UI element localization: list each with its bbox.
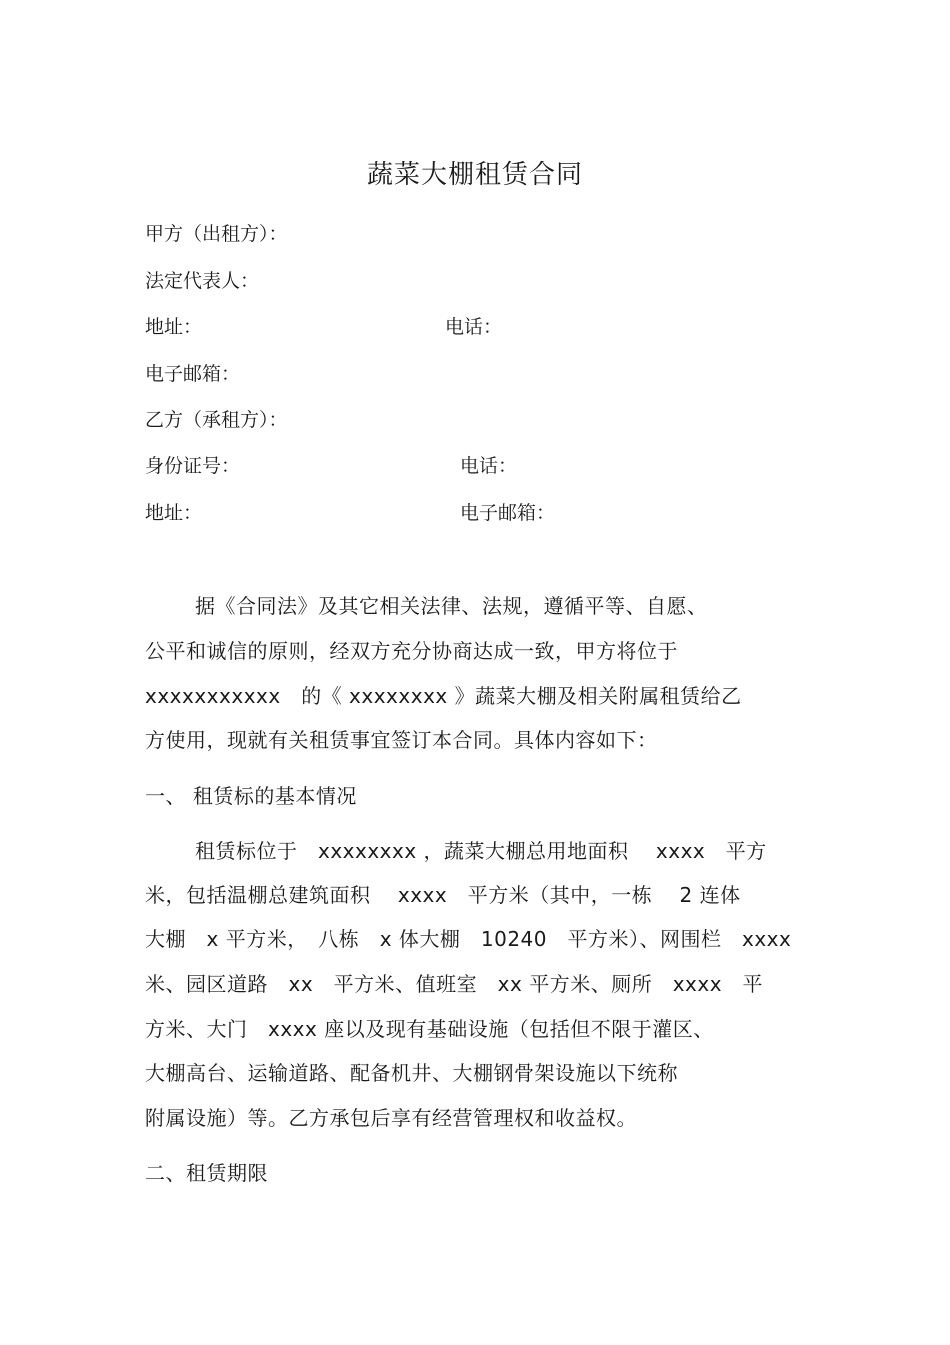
preamble-line: 方使用，现就有关租赁事宜签订本合同。具体内容如下： [145, 728, 658, 752]
preamble-line: 据《合同法》及其它相关法律、法规，遵循平等、自愿、 [195, 594, 708, 618]
party-b-address: 地址： [145, 502, 203, 524]
party-b-label: 乙方（承租方）： [145, 409, 288, 431]
section-1-line: 附属设施）等。乙方承包后享有经营管理权和收益权。 [145, 1106, 637, 1130]
preamble-line: xxxxxxxxxxx 的《 xxxxxxxx 》蔬菜大棚及相关附属租赁给乙 [145, 684, 742, 708]
section-2-heading: 二、租赁期限 [145, 1161, 268, 1185]
party-b-email: 电子邮箱： [460, 502, 556, 524]
section-1-line: 方米、大门 xxxx 座以及现有基础设施（包括但不限于灌区、 [145, 1017, 714, 1041]
party-a-representative: 法定代表人： [145, 270, 260, 292]
section-1-line: 米，包括温棚总建筑面积 xxxx 平方米（其中，一栋 2 连体 [145, 883, 741, 907]
document-title: 蔬菜大棚租赁合同 [366, 160, 583, 190]
section-1-line: 租赁标位于 xxxxxxxx ，蔬菜大棚总用地面积 xxxx 平方 [195, 839, 767, 863]
party-b-phone: 电话： [460, 455, 518, 477]
section-1-line: 大棚高台、运输道路、配备机井、大棚钢骨架设施以下统称 [145, 1061, 678, 1085]
party-a-phone: 电话： [445, 316, 503, 338]
party-a-address: 地址： [145, 316, 203, 338]
section-1-line: 米、园区道路 xx 平方米、值班室 xx 平方米、厕所 xxxx 平 [145, 972, 764, 996]
preamble-line: 公平和诚信的原则，经双方充分协商达成一致，甲方将位于 [145, 639, 678, 663]
party-a-label: 甲方（出租方）： [145, 223, 288, 245]
section-1-line: 大棚 x 平方米， 八栋 x 体大棚 10240 平方米）、网围栏 xxxx [145, 927, 792, 951]
party-b-id-number: 身份证号： [145, 455, 241, 477]
section-1-heading: 一、 租赁标的基本情况 [145, 784, 357, 808]
party-a-email: 电子邮箱： [145, 363, 241, 385]
